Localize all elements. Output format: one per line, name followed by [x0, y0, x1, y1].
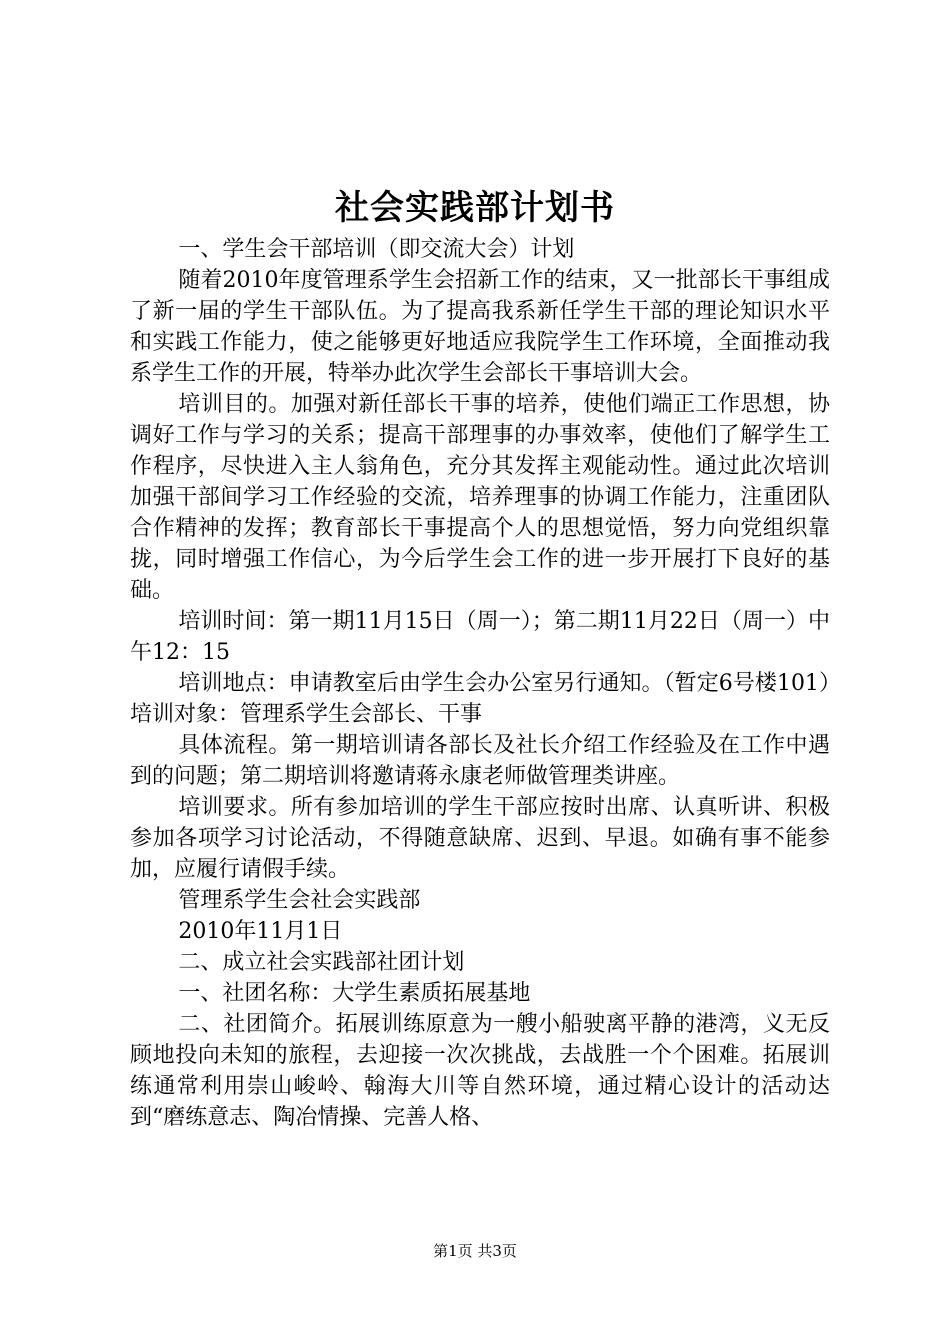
paragraph-location: 培训地点：申请教室后由学生会办公室另行通知。（暂定6号楼101）培训对象：管理系学生会部长、干事: [130, 671, 830, 727]
paragraph-purpose: 培训目的。加强对新任部长干事的培养，使他们端正工作思想，协调好工作与学习的关系；提高干部理事的办事效率，使他们了解学生工作程序，尽快进入主人翁角色，充分其发挥主观能动性。通过此次培训加强干部间学习工作经验的交流，培养理事的协调工作能力，注重团队合作精神的发挥；教育部长干事提高个人的思想觉悟，努力向党组织靠拢，同时增强工作信心，为今后学生会工作的进一步开展打下良好的基础。: [130, 392, 830, 603]
section-heading-training: 一、学生会干部培训（即交流大会）计划: [178, 237, 575, 262]
document-body: [130, 234, 830, 1133]
signature-date: 2010年11月1日: [178, 919, 343, 944]
document-title: 社会实践部计划书: [335, 188, 615, 228]
paragraph-time: 培训时间：第一期11月15日（周一）；第二期11月22日（周一）中午12：15: [130, 609, 830, 665]
section-heading-club: 二、成立社会实践部社团计划: [178, 950, 465, 975]
signature-department: 管理系学生会社会实践部: [178, 888, 421, 913]
paragraph-intro: 随着2010年度管理系学生会招新工作的结束，又一批部长干事组成了新一届的学生干部队伍。为了提高我系新任学生干部的理论知识水平和实践工作能力，使之能够更好地适应我院学生工作环境，全面推动我系学生工作的开展，特举办此次学生会部长干事培训大会。: [130, 268, 830, 386]
page-footer: 第1页 共3页: [433, 1242, 517, 1260]
paragraph-requirements: 培训要求。所有参加培训的学生干部应按时出席、认真听讲、积极参加各项学习讨论活动，不得随意缺席、迟到、早退。如确有事不能参加，应履行请假手续。: [130, 795, 830, 882]
paragraph-club-intro: 二、社团简介。拓展训练原意为一艘小船驶离平静的港湾，义无反顾地投向未知的旅程，去迎接一次次挑战，去战胜一个个困难。拓展训练通常利用崇山峻岭、翰海大川等自然环境，通过精心设计的活动达到“磨练意志、陶冶情操、完善人格、: [130, 1012, 830, 1130]
paragraph-club-name: 一、社团名称：大学生素质拓展基地: [178, 981, 531, 1006]
paragraph-process: 具体流程。第一期培训请各部长及社长介绍工作经验及在工作中遇到的问题；第二期培训将邀请蒋永康老师做管理类讲座。: [130, 733, 830, 789]
